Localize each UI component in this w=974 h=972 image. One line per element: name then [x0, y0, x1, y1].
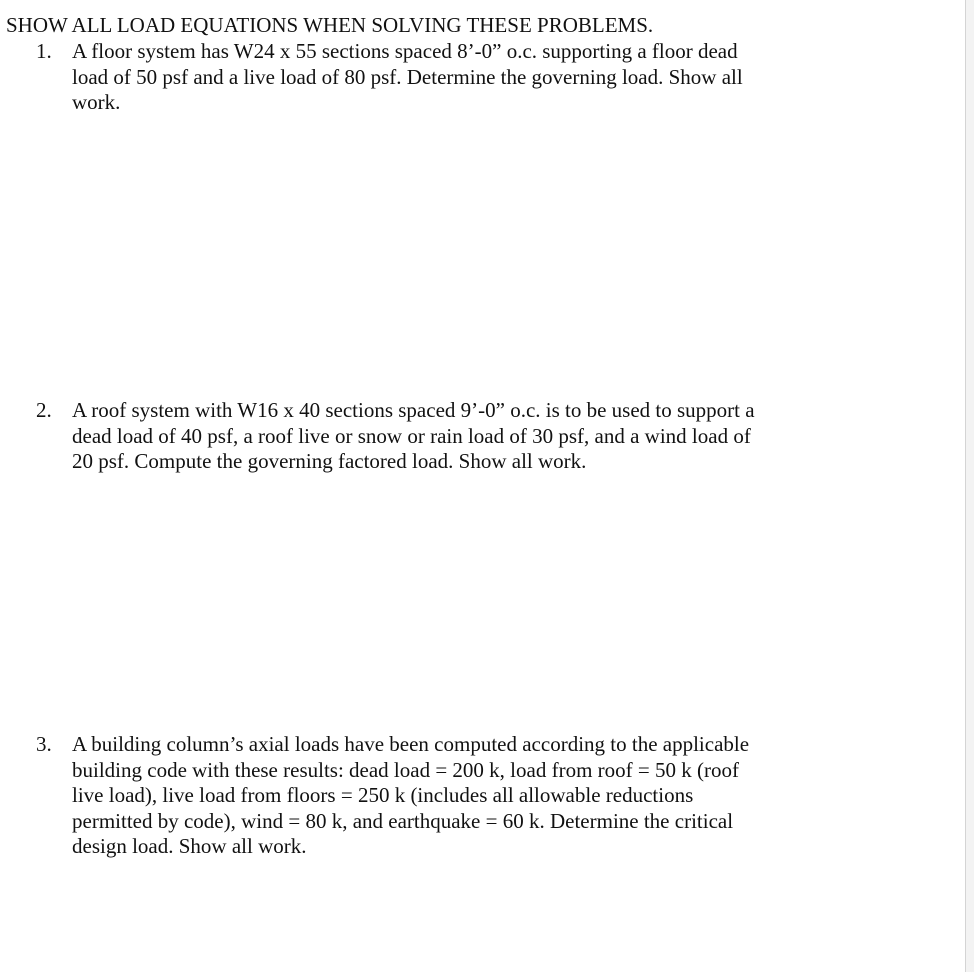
problem-line: design load. Show all work. — [72, 834, 307, 858]
problem-line: dead load of 40 psf, a roof live or snow or rain load of 30 psf, and a wind load of — [72, 423, 751, 448]
problem-number: 2. — [36, 398, 52, 422]
problem-line: permitted by code), wind = 80 k, and earthquake = 60 k. Determine the critical — [72, 808, 734, 833]
page-edge — [965, 0, 974, 972]
problem-line: building code with these results: dead load = 200 k, load from roof = 50 k (roof — [72, 757, 739, 782]
problem-line: 20 psf. Compute the governing factored load. Show all work. — [72, 449, 587, 473]
problem-text — [72, 398, 872, 475]
problem-number: 3. — [36, 732, 52, 756]
problem-text — [72, 39, 872, 116]
problem-line: load of 50 psf and a live load of 80 psf. Determine the governing load. Show all — [72, 64, 743, 89]
problem-line: live load), live load from floors = 250 k (includes all allowable reductions — [72, 783, 694, 807]
page-heading: SHOW ALL LOAD EQUATIONS WHEN SOLVING THESE PROBLEMS. — [6, 13, 654, 37]
problem-text — [72, 732, 872, 860]
problem-line: A roof system with W16 x 40 sections spaced 9’-0” o.c. is to be used to support a — [72, 398, 755, 422]
problem-line: A floor system has W24 x 55 sections spaced 8’-0” o.c. supporting a floor dead — [72, 39, 738, 63]
problem-number: 1. — [36, 39, 52, 63]
problem-line: A building column’s axial loads have been computed according to the applicable — [72, 732, 750, 756]
problem-line: work. — [72, 90, 121, 114]
